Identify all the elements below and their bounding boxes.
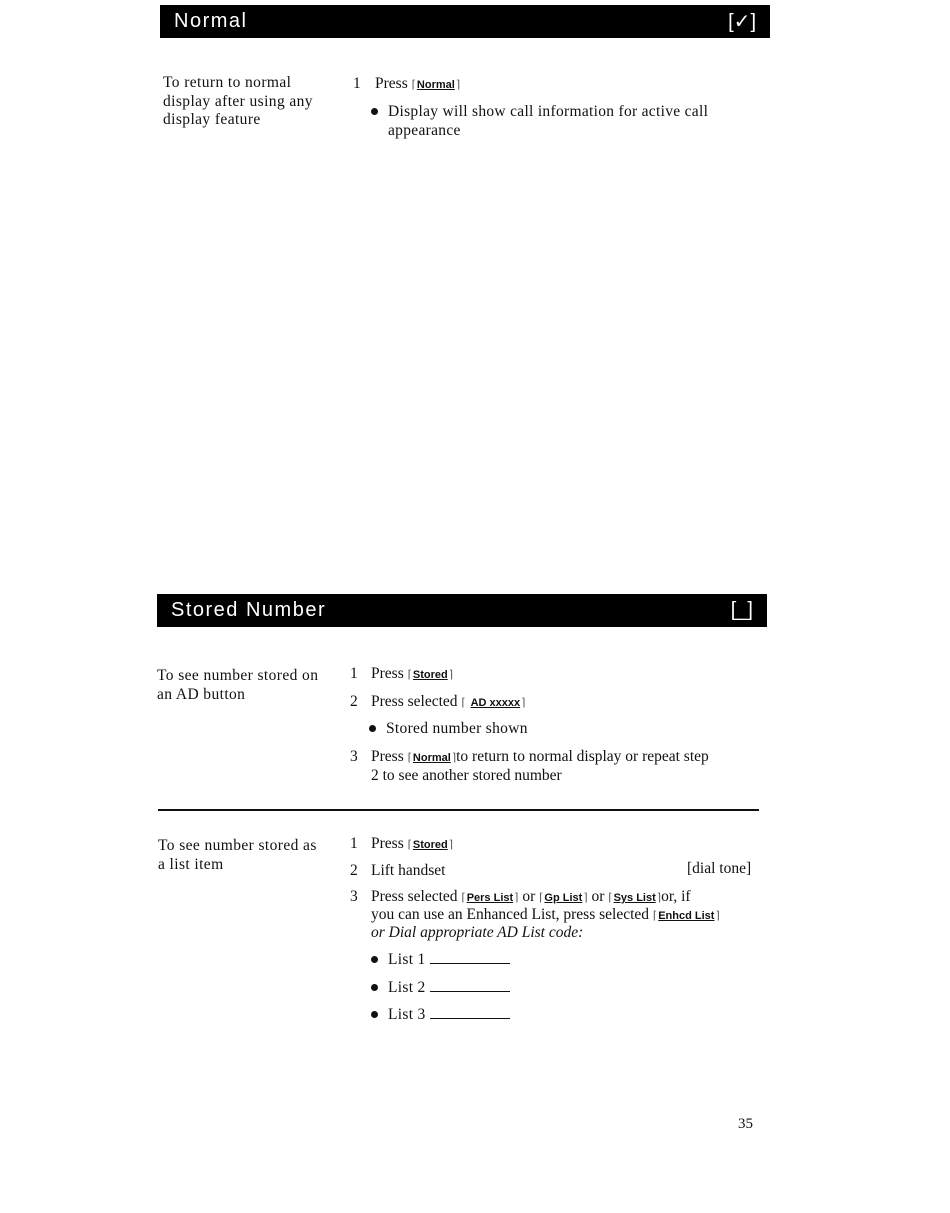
normal-description: To return to normal display after using any display feature	[163, 74, 313, 128]
stored-blank-mark: [_]	[730, 599, 753, 621]
step-text: Press	[371, 835, 404, 852]
step-text-line3: or Dial appropriate AD List code:	[371, 924, 584, 941]
step-text-line2: 2 to see another stored number	[371, 767, 562, 784]
stored-part2-description: To see number stored as a list item	[158, 837, 317, 873]
step-number: 1	[350, 665, 358, 682]
bullet-text: Stored number shown	[386, 720, 528, 737]
gp-list-key[interactable]: Gp List	[544, 892, 583, 904]
step-text: Press	[371, 748, 404, 765]
stored-title: Stored Number	[171, 599, 327, 621]
step-text-continued: to return to normal display or repeat step	[456, 748, 709, 765]
bullet-icon	[371, 956, 378, 963]
step-text: Lift handset	[371, 862, 446, 879]
page-number: 35	[738, 1116, 753, 1132]
sys-list-key[interactable]: Sys List	[613, 892, 656, 904]
bullet-icon	[371, 1011, 378, 1018]
enhcd-list-key[interactable]: Enhcd List	[658, 910, 715, 922]
step-number: 2	[350, 862, 358, 879]
step-text: Press selected	[371, 693, 458, 710]
normal-title: Normal	[174, 10, 248, 32]
list-2-blank-line	[430, 979, 510, 992]
step-number: 3	[350, 748, 358, 765]
normal-key[interactable]: Normal	[412, 752, 451, 764]
list-3-label: List 3	[388, 1006, 426, 1023]
list-1-blank-line	[430, 951, 510, 964]
stored-key[interactable]: Stored	[412, 669, 448, 681]
bullet-icon	[371, 108, 378, 115]
section-divider	[158, 809, 759, 811]
step-text: Press selected	[371, 888, 458, 905]
step-number: 1	[353, 75, 361, 92]
ad-key[interactable]: AD xxxxx	[470, 697, 521, 709]
step-number: 1	[350, 835, 358, 852]
bullet-icon	[371, 984, 378, 991]
step-text-line2: you can use an Enhanced List, press selected	[371, 906, 650, 923]
bullet-text-line2: appearance	[388, 122, 461, 139]
normal-check-mark: [✓]	[728, 11, 756, 33]
step-text: Press	[375, 75, 408, 92]
step-text-continued: or, if	[661, 888, 691, 905]
list-3-blank-line	[430, 1006, 510, 1019]
list-1-label: List 1	[388, 951, 426, 968]
step-number: 3	[350, 888, 358, 905]
stored-part1-description: To see number stored on an AD button	[157, 667, 319, 703]
normal-key[interactable]: Normal	[416, 79, 455, 91]
bullet-text-line1: Display will show call information for active call	[388, 103, 709, 120]
step-text: Press	[371, 665, 404, 682]
stored-key[interactable]: Stored	[412, 839, 448, 851]
stored-header-bar	[157, 594, 767, 627]
or-text: or	[522, 888, 536, 905]
step-number: 2	[350, 693, 358, 710]
pers-list-key[interactable]: Pers List	[466, 892, 514, 904]
bullet-icon	[369, 725, 376, 732]
dial-tone-note: [dial tone]	[687, 860, 752, 877]
normal-header-bar	[160, 5, 770, 38]
or-text: or	[591, 888, 605, 905]
list-2-label: List 2	[388, 979, 426, 996]
